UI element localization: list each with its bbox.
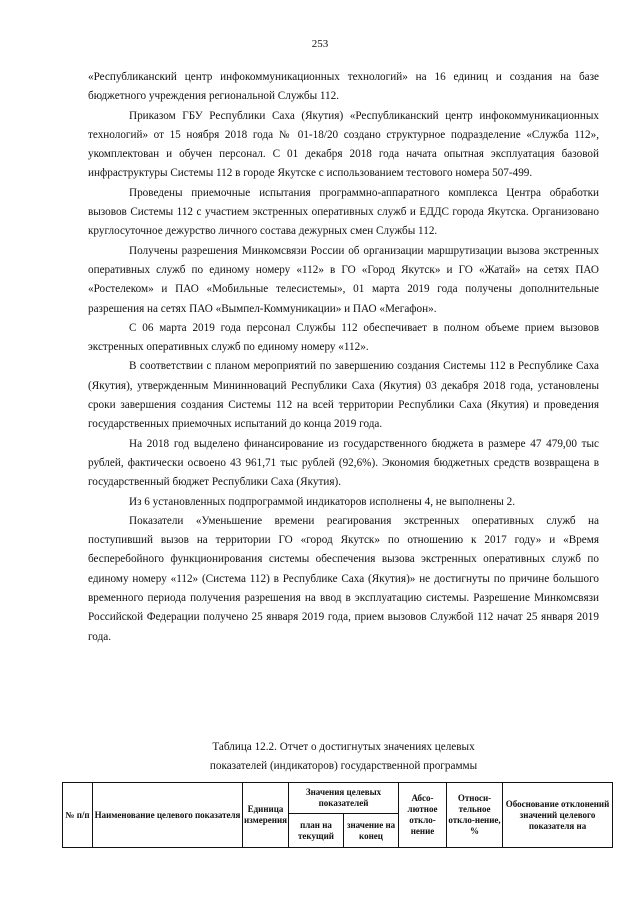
paragraph: Из 6 установленных подпрограммой индикаторов исполнены 4, не выполнены 2. xyxy=(129,495,516,508)
page-number: 253 xyxy=(311,38,329,50)
col-header-values-group: Значения целевых показателей xyxy=(289,783,399,814)
col-header-plan: план на текущий xyxy=(289,814,344,848)
table-caption-line: показателей (индикаторов) государственной программы xyxy=(209,760,478,772)
col-header-num: № п/п xyxy=(63,783,93,848)
body-text xyxy=(88,68,599,647)
col-header-rel-dev: Относи-тельное откло-нение, % xyxy=(447,783,503,848)
paragraph: Приказом ГБУ Республики Саха (Якутия) «Республиканский центр инфокоммуникационных технологий» от 15 ноября 2018 года № 01-18/20 создано структурное подразделение «Служба 112», укомплектован и обучен персонал. С 01 декабря 2018 года начата опытная эксплуатация базовой инфраструктуры Системы 112 в городе Якутске с использованием тестового номера 507-499. xyxy=(88,109,599,180)
table-caption xyxy=(88,738,599,776)
col-header-abs-dev: Абсо-лютное откло-нение xyxy=(399,783,447,848)
col-header-name: Наименование целевого показателя xyxy=(93,783,243,848)
table-header-row xyxy=(63,783,613,814)
paragraph: С 06 марта 2019 года персонал Службы 112 обеспечивает в полном объеме прием вызовов экстренных оперативных служб по единому номеру «112». xyxy=(88,321,599,354)
paragraph: Показатели «Уменьшение времени реагирования экстренных оперативных служб на поступивший вызов на территории ГО «город Якутск» по отношению к 2017 году» и «Время бесперебойного функционирования системы обеспечения вызова экстренных оперативных служб по единому номеру «112» (Система 112) в Республике Саха (Якутия)» не достигнуты по причине большого временного периода получения разрешения на ввод в эксплуатацию системы. Разрешение Минкомсвязи Российской Федерации получено 25 января 2019 года, прием вызовов Службой 112 начат 25 января 2019 года. xyxy=(88,514,599,643)
paragraph: В соответствии с планом мероприятий по завершению создания Системы 112 в Республике Саха (Якутия), утвержденным Мининноваций Республики Саха (Якутия) 03 декабря 2018 года, установлены сроки завершения создания Системы 112 на всей территории Республики Саха (Якутия) и проведения государственных приемочных испытаний до конца 2019 года. xyxy=(88,360,599,431)
paragraph: На 2018 год выделено финансирование из государственного бюджета в размере 47 479,00 тыс рублей, фактически освоено 43 961,71 тыс рублей (92,6%). Экономия бюджетных средств возвращена в государственный бюджет Республики Саха (Якутия). xyxy=(88,437,599,489)
paragraph: Получены разрешения Минкомсвязи России об организации маршрутизации вызова экстренных оперативных служб по единому номеру «112» в ГО «Город Якутск» и ГО «Жатай» на сетях ПАО «Ростелеком» и ПАО «Мобильные телесистемы», 01 марта 2019 года получены дополнительные разрешения на сетях ПАО «Вымпел-Коммуникации» и ПАО «Мегафон». xyxy=(88,244,599,315)
paragraph: «Республиканский центр инфокоммуникационных технологий» на 16 единиц и создания на базе бюджетного учреждения региональной Службы 112. xyxy=(88,71,599,103)
table-caption-line: Таблица 12.2. Отчет о достигнутых значениях целевых xyxy=(212,741,475,753)
col-header-unit: Единица измерения xyxy=(243,783,289,848)
col-header-value-end: значение на конец xyxy=(344,814,399,848)
indicators-table xyxy=(62,782,613,848)
col-header-reason: Обоснование отклонений значений целевого показателя на xyxy=(503,783,613,848)
paragraph: Проведены приемочные испытания программно-аппаратного комплекса Центра обработки вызовов Системы 112 с участием экстренных оперативных служб и ЕДДС города Якутска. Организовано круглосуточное дежурство личного состава дежурных смен Службы 112. xyxy=(88,186,599,238)
